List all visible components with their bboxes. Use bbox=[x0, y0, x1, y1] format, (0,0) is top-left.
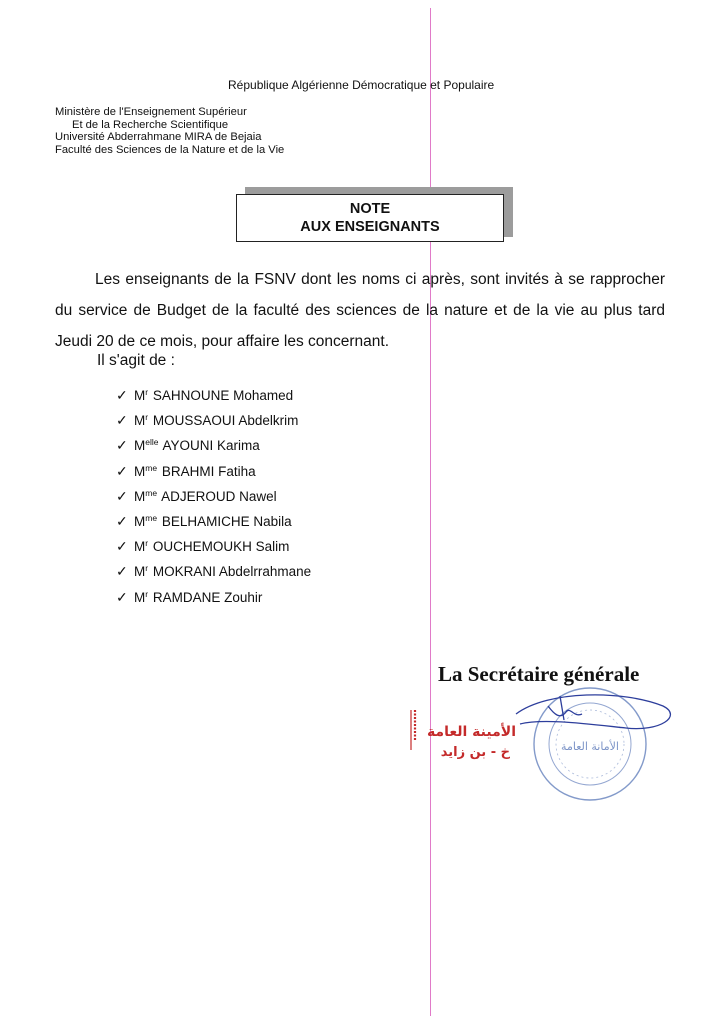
teacher-name: AYOUNI Karima bbox=[162, 438, 260, 454]
teacher-title-suffix: me bbox=[145, 487, 158, 498]
teacher-title-suffix: me bbox=[145, 462, 158, 473]
teacher-name: BELHAMICHE Nabila bbox=[161, 513, 292, 529]
teacher-title-suffix: r bbox=[145, 387, 149, 397]
teacher-list-item bbox=[116, 506, 311, 531]
teacher-list bbox=[116, 380, 311, 607]
round-seal bbox=[534, 688, 646, 800]
republic-header: République Algérienne Démocratique et Populaire bbox=[228, 78, 495, 92]
stamp-line-2: خ - بن زايد bbox=[440, 745, 510, 760]
teacher-list-item bbox=[116, 582, 311, 607]
checkmark-icon: ✓ bbox=[116, 563, 128, 580]
note-title: NOTE bbox=[349, 201, 391, 217]
teacher-title-suffix: r bbox=[145, 412, 149, 423]
teacher-name: SAHNOUNE Mohamed bbox=[152, 388, 294, 403]
teacher-title: M bbox=[134, 539, 146, 555]
checkmark-icon: ✓ bbox=[116, 588, 128, 605]
note-title-box bbox=[236, 194, 504, 242]
teacher-title-suffix: me bbox=[145, 512, 158, 523]
seal-center-text: الأمانة العامة bbox=[561, 740, 619, 753]
teacher-name: MOKRANI Abdelrrahmane bbox=[152, 564, 312, 580]
teacher-title-suffix: r bbox=[145, 563, 149, 574]
stamp-line-1: الأمينة العامة bbox=[426, 724, 516, 740]
signature-title: La Secrétaire générale bbox=[438, 662, 640, 686]
teacher-title: M bbox=[134, 488, 146, 504]
checkmark-icon: ✓ bbox=[116, 412, 128, 429]
teacher-name: RAMDANE Zouhir bbox=[152, 589, 263, 605]
checkmark-icon: ✓ bbox=[116, 512, 128, 529]
checkmark-icon: ✓ bbox=[116, 387, 128, 403]
checkmark-icon: ✓ bbox=[116, 538, 128, 555]
ministry-line: Ministère de l'Enseignement Supérieur bbox=[55, 106, 247, 118]
teacher-title: M bbox=[134, 513, 146, 529]
teacher-title: M bbox=[134, 589, 146, 605]
teacher-title: M bbox=[134, 463, 146, 479]
teacher-name: MOUSSAOUI Abdelkrim bbox=[152, 413, 299, 429]
checkmark-icon: ✓ bbox=[116, 462, 128, 479]
teacher-title: M bbox=[134, 413, 146, 429]
handwritten-signature bbox=[516, 695, 670, 729]
teacher-list-item bbox=[116, 481, 311, 506]
teacher-name: BRAHMI Fatiha bbox=[161, 463, 256, 479]
teacher-list-item bbox=[116, 405, 311, 430]
ministry-header bbox=[55, 106, 284, 156]
university-line: Université Abderrahmane MIRA de Bejaia bbox=[55, 131, 262, 143]
teacher-title: M bbox=[134, 564, 146, 580]
red-stamp bbox=[411, 710, 516, 760]
teacher-title: M bbox=[134, 388, 146, 403]
teacher-name: ADJEROUD Nawel bbox=[161, 488, 277, 504]
ministry-line: Et de la Recherche Scientifique bbox=[72, 118, 229, 131]
teacher-list-item bbox=[116, 556, 311, 581]
teacher-list-item bbox=[116, 380, 311, 405]
official-stamp bbox=[398, 684, 678, 824]
teacher-title-suffix: r bbox=[145, 588, 149, 599]
teacher-list-item bbox=[116, 531, 311, 556]
faculty-line: Faculté des Sciences de la Nature et de la Vie bbox=[55, 143, 285, 156]
body-paragraph bbox=[55, 264, 665, 357]
checkmark-icon: ✓ bbox=[116, 487, 128, 504]
note-subtitle: AUX ENSEIGNANTS bbox=[300, 219, 440, 235]
checkmark-icon: ✓ bbox=[116, 437, 128, 454]
margin-line bbox=[430, 8, 431, 1016]
teacher-title: M bbox=[134, 438, 146, 454]
teacher-list-item bbox=[116, 456, 311, 481]
teacher-title-suffix: elle bbox=[145, 437, 159, 448]
teacher-name: OUCHEMOUKH Salim bbox=[152, 539, 290, 555]
body-paragraph-text: Les enseignants de la FSNV dont les noms ci après, sont invités à se rapprocher du service de Budget de la faculté des sciences de la nature et de la vie au plus tard Jeudi 20 de ce mois, pour affaire les concernant. bbox=[55, 271, 665, 350]
list-intro: Il s'agit de : bbox=[97, 352, 175, 369]
teacher-list-item bbox=[116, 430, 311, 455]
teacher-title-suffix: r bbox=[145, 538, 149, 549]
